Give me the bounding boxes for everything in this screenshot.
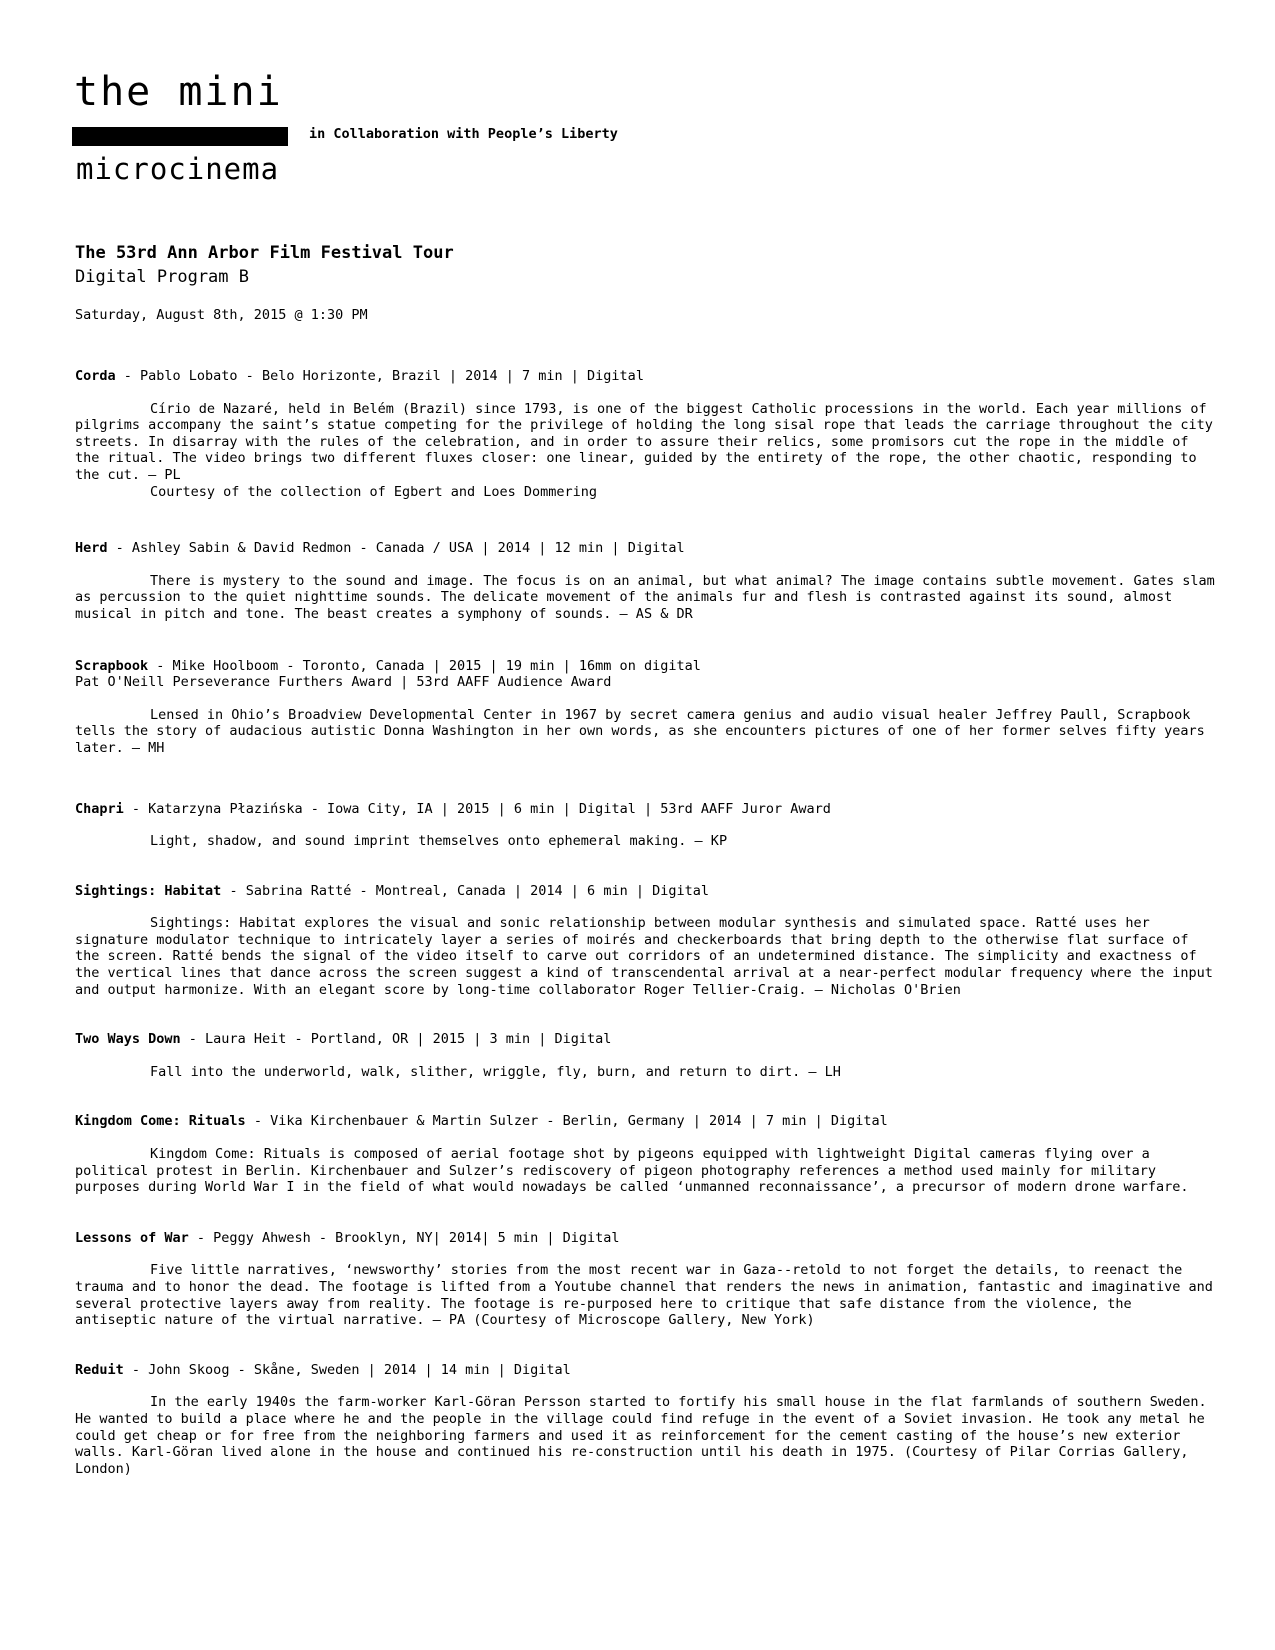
film-title: Two Ways Down	[75, 1031, 181, 1048]
film-courtesy: Courtesy of the collection of Egbert and Loes Dommering	[150, 483, 598, 500]
film-details: - Mike Hoolboom - Toronto, Canada | 2015 | 19 min | 16mm on digital	[148, 657, 701, 674]
film-description: Fall into the underworld, walk, slither, wriggle, fly, burn, and return to dirt. – LH	[150, 1063, 841, 1080]
film-title: Lessons of War	[75, 1229, 189, 1246]
film-description: There is mystery to the sound and image. The focus is on an animal, but what animal? The image contains subtle movement. Gates slam as percussion to the quiet nighttime sounds. The delicate movement of the animals fur and flesh is contrasted against its sound, almost musical in pitch and tone. The beast creates a symphony of sounds. – AS & DR	[75, 572, 1215, 622]
film-description: In the early 1940s the farm-worker Karl-Göran Persson started to fortify his small house in the flat farmlands of southern Sweden. He wanted to build a place where he and the people in the village could find refuge in the event of a Soviet invasion. He took any metal he could get cheap or for free from the neighboring farmers and used it as reinforcement for the cement casting of the house’s new exterior walls. Karl-Göran lived alone in the house and continued his re-construction until his death in 1975. (Courtesy of Pilar Corrias Gallery, London)	[75, 1394, 1207, 1477]
film-entry	[75, 801, 1215, 850]
event-header	[75, 241, 454, 324]
film-title: Sightings: Habitat	[75, 882, 222, 899]
film-title: Kingdom Come: Rituals	[75, 1113, 246, 1130]
film-heading	[75, 1031, 1215, 1048]
film-heading	[75, 540, 1215, 557]
film-description: Lensed in Ohio’s Broadview Developmental Center in 1967 by secret camera genius and audio visual healer Jeffrey Paull, Scrapbook tells the story of audacious autistic Donna Washington in her own words, as she encounters pictures of one of her former selves fifty years later. – MH	[75, 706, 1205, 756]
film-award: Pat O'Neill Perseverance Furthers Award | 53rd AAFF Audience Award	[75, 674, 612, 691]
film-entry	[75, 658, 1215, 757]
film-title: Reduit	[75, 1361, 124, 1378]
festival-title: The 53rd Ann Arbor Film Festival Tour	[75, 243, 454, 263]
film-details: - Katarzyna Płazińska - Iowa City, IA | 2015 | 6 min | Digital | 53rd AAFF Juror Award	[123, 800, 831, 817]
film-description: Five little narratives, ‘newsworthy’ stories from the most recent war in Gaza--retold to not forget the details, to reenact the trauma and to honor the dead. The footage is lifted from a Youtube channel that renders the news in animation, fantastic and imaginative and several protective layers away from reality. The footage is re-purposed here to critique that safe distance from the violence, the antiseptic nature of the virtual narrative. – PA (Courtesy of Microscope Gallery, New York)	[75, 1262, 1213, 1329]
film-entry	[75, 883, 1215, 999]
film-entry	[75, 1031, 1215, 1080]
logo-microcinema: microcinema	[76, 152, 280, 186]
film-title: Chapri	[75, 800, 124, 817]
film-list	[75, 368, 1215, 1477]
film-details: - Pablo Lobato - Belo Horizonte, Brazil | 2014 | 7 min | Digital	[115, 368, 644, 384]
film-description: Kingdom Come: Rituals is composed of aerial footage shot by pigeons equipped with lightweight Digital cameras flying over a political protest in Berlin. Kirchenbauer and Sulzer’s rediscovery of pigeon photography references a method used mainly for military purposes during World War I in the field of what would nowadays be called ‘unmanned reconnaissance’, a precursor of modern drone warfare.	[75, 1146, 1189, 1196]
film-description: Sightings: Habitat explores the visual and sonic relationship between modular synthesis and simulated space. Ratté uses her signature modulator technique to intricately layer a series of moirés and checkerboards that bring depth to the otherwise flat surface of the screen. Ratté bends the signal of the video itself to carve out corridors of an undetermined distance. The simplicity and exactness of the vertical lines that dance across the screen suggest a kind of transcendental arrival at a near-perfect modular frequency where the input and output harmonize. With an elegant score by long-time collaborator Roger Tellier-Craig. – Nicholas O'Brien	[75, 915, 1213, 998]
film-heading	[75, 1230, 1215, 1247]
film-entry	[75, 368, 1215, 500]
collaboration-line: in Collaboration with People’s Liberty	[309, 126, 618, 142]
film-entry	[75, 540, 1215, 622]
screening-date: Saturday, August 8th, 2015 @ 1:30 PM	[75, 307, 368, 323]
logo-the-mini: the mini	[74, 69, 283, 115]
film-details: - Vika Kirchenbauer & Martin Sulzer - Berlin, Germany | 2014 | 7 min | Digital	[245, 1113, 888, 1130]
film-heading	[75, 658, 1215, 675]
film-title: Corda	[75, 368, 116, 384]
program-title: Digital Program B	[75, 267, 249, 287]
film-heading	[75, 801, 1215, 818]
film-title: Herd	[75, 540, 108, 557]
film-details: - Peggy Ahwesh - Brooklyn, NY| 2014| 5 min | Digital	[188, 1229, 620, 1246]
film-description: Círio de Nazaré, held in Belém (Brazil) since 1793, is one of the biggest Catholic processions in the world. Each year millions of pilgrims accompany the saint’s statue competing for the privilege of holding the long sisal rope that leads the carriage throughout the city streets. In disarray with the rules of the celebration, and in order to assure their relics, some promisors cut the rope in the middle of the ritual. The video brings two different fluxes closer: one linear, guided by the entirety of the rope, the other chaotic, responding to the cut. – PL	[75, 400, 1213, 483]
film-entry	[75, 1113, 1215, 1195]
film-heading	[75, 368, 1215, 385]
film-entry	[75, 1230, 1215, 1329]
film-heading	[75, 1113, 1215, 1130]
logo-bar	[72, 127, 288, 146]
film-details: - Ashley Sabin & David Redmon - Canada / USA | 2014 | 12 min | Digital	[107, 540, 685, 557]
film-details: - Sabrina Ratté - Montreal, Canada | 2014 | 6 min | Digital	[221, 882, 709, 899]
film-description: Light, shadow, and sound imprint themselves onto ephemeral making. – KP	[150, 833, 728, 850]
film-heading	[75, 883, 1215, 900]
film-title: Scrapbook	[75, 657, 149, 674]
film-details: - Laura Heit - Portland, OR | 2015 | 3 min | Digital	[180, 1031, 612, 1048]
film-heading	[75, 1362, 1215, 1379]
film-entry	[75, 1362, 1215, 1478]
film-details: - John Skoog - Skåne, Sweden | 2014 | 14 min | Digital	[123, 1361, 571, 1378]
